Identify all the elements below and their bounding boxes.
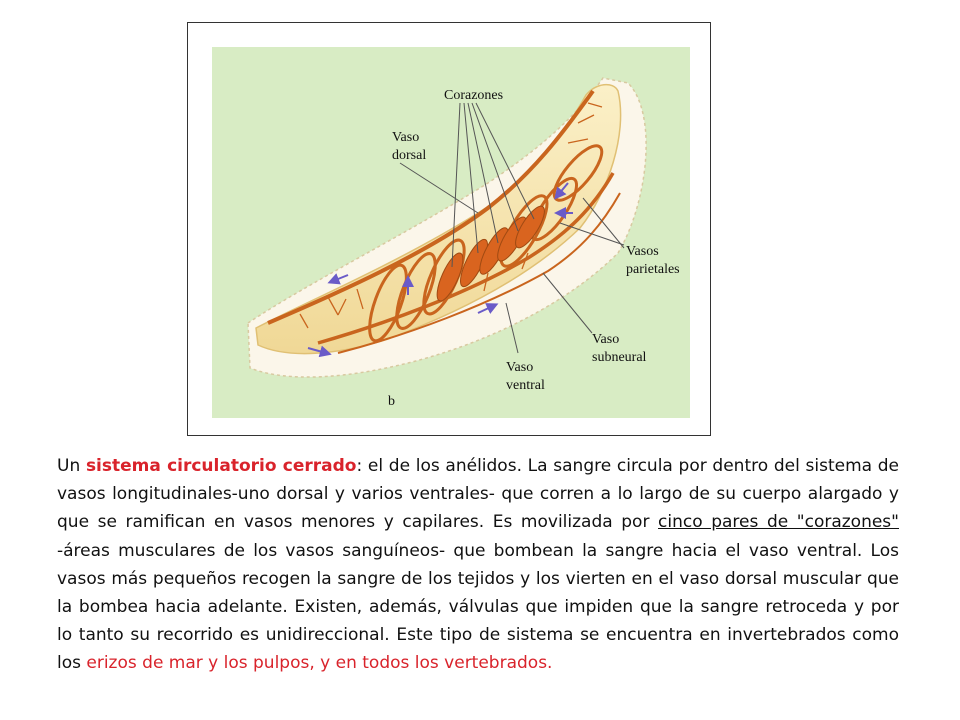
figure-frame [187,22,711,436]
caption-part-1: Un [57,456,86,476]
label-corazones: Corazones [444,88,504,103]
annelid-circulatory-diagram [188,23,710,435]
label-panel-b: b [388,394,395,409]
label-vasos-parietales-2: parietales [626,262,680,277]
caption-underline-hearts: cinco pares de "corazones" [658,512,899,533]
label-vaso-subneural-2: subneural [592,350,647,365]
label-vaso-ventral-1: Vaso [506,360,534,375]
label-vaso-ventral-2: ventral [506,378,545,393]
label-vaso-dorsal-2: dorsal [392,148,427,163]
caption-part-5: -áreas musculares de los vasos sanguíneos- que bombean la sangre hacia el vaso ventral. Los vasos más pequeños recogen la sangre de los tejidos y los vierten en el vaso dorsal muscular que la bombea hacia adelante. Existen, además, válvulas que impiden que la sangre retroceda y por lo tanto su recorrido es unidireccional. Este tipo de sistema se encuentra en invertebrados como los [57,540,899,674]
caption-highlight-examples: erizos de mar y los pulpos, y en todos los vertebrados. [86,653,553,674]
label-vaso-subneural-1: Vaso [592,332,620,347]
caption-highlight-closed-system: sistema circulatorio cerrado [85,456,357,476]
caption-paragraph [57,452,899,678]
label-vaso-dorsal-1: Vaso [392,130,420,145]
caption-part-3: : el de los anélidos. La sangre circula por dentro del sistema de vasos longitudinales-uno dorsal y varios ventrales- que corren a lo largo de su cuerpo alargado y que se ramifican en vasos menores y capilares. Es movilizada por [57,456,900,533]
label-vasos-parietales-1: Vasos [626,244,659,259]
